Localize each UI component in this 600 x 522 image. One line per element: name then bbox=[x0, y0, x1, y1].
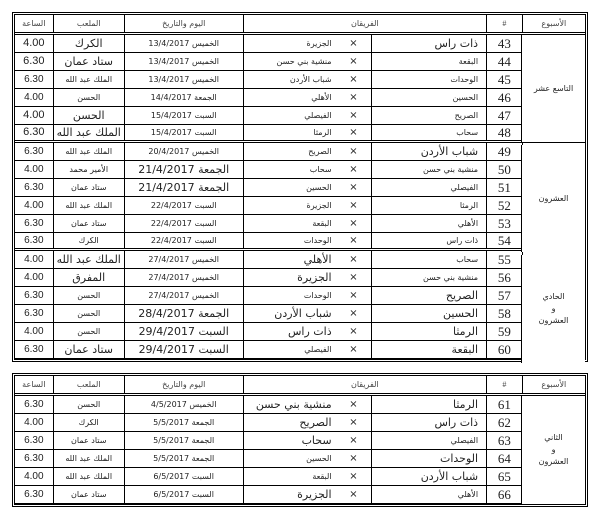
match-venue: ستاد عمان bbox=[53, 53, 124, 70]
away-team: الأهلي bbox=[243, 89, 336, 106]
match-number: 65 bbox=[486, 468, 522, 485]
match-venue: الملك عبد الله bbox=[53, 143, 124, 160]
table-row bbox=[15, 341, 585, 359]
match-time: 6.30 bbox=[24, 145, 44, 157]
versus-mark: × bbox=[349, 289, 358, 301]
match-date: الخميس 13/4/2017 bbox=[124, 71, 243, 88]
fixtures-table-2 bbox=[12, 373, 588, 507]
versus-mark: × bbox=[349, 488, 358, 500]
away-team: شباب الأردن bbox=[243, 71, 336, 88]
header-time: الساعة bbox=[22, 379, 46, 389]
table-row bbox=[15, 414, 585, 432]
week-label-line: و bbox=[551, 304, 556, 313]
away-team: الفيصلي bbox=[243, 341, 336, 358]
match-venue: الكرك bbox=[53, 233, 124, 248]
away-team: الحسين bbox=[243, 179, 336, 196]
match-number: 49 bbox=[486, 143, 522, 160]
away-team: الصريح bbox=[243, 143, 336, 160]
home-team: ذات راس bbox=[371, 35, 486, 52]
versus-mark: × bbox=[349, 109, 358, 121]
away-team: الوحدات bbox=[243, 233, 336, 248]
match-time: 4.00 bbox=[23, 37, 45, 49]
match-number: 51 bbox=[486, 179, 522, 196]
table-row bbox=[15, 161, 585, 179]
match-number: 57 bbox=[486, 287, 522, 304]
home-team: الفيصلي bbox=[371, 179, 486, 196]
versus-mark: × bbox=[349, 91, 358, 103]
match-number: 55 bbox=[486, 251, 522, 268]
week-label-line: و bbox=[551, 445, 556, 454]
match-time: 6.30 bbox=[24, 217, 44, 229]
table-row bbox=[15, 450, 585, 468]
match-time: 4.00 bbox=[24, 253, 44, 265]
table-header bbox=[15, 15, 585, 35]
header-number: # bbox=[486, 376, 522, 393]
versus-mark: × bbox=[349, 253, 358, 265]
match-venue: ستاد عمان bbox=[53, 179, 124, 196]
away-team: الجزيرة bbox=[243, 35, 336, 52]
match-venue: الأمير محمد bbox=[53, 161, 124, 178]
table-row bbox=[15, 179, 585, 197]
home-team: منشية بني حسن bbox=[371, 269, 486, 286]
versus-mark: × bbox=[349, 145, 358, 157]
match-time: 6.30 bbox=[24, 73, 44, 85]
table-row bbox=[15, 305, 585, 323]
versus-mark: × bbox=[349, 271, 358, 283]
match-number: 58 bbox=[486, 305, 522, 322]
match-number: 60 bbox=[486, 341, 522, 358]
away-team: منشية بني حسن bbox=[243, 396, 336, 413]
match-venue: الملك عبد الله bbox=[53, 251, 124, 268]
home-team: الرمثا bbox=[371, 323, 486, 340]
table-body bbox=[15, 35, 585, 359]
match-venue: الحسن bbox=[53, 305, 124, 322]
versus-mark: × bbox=[349, 181, 358, 193]
match-venue: ستاد عمان bbox=[53, 486, 124, 503]
header-teams: الفريقان bbox=[243, 15, 486, 32]
match-time: 6.30 bbox=[24, 307, 44, 319]
away-team: الجزيرة bbox=[243, 486, 336, 503]
table-row bbox=[15, 215, 585, 233]
match-date: السبت 6/5/2017 bbox=[124, 486, 243, 503]
match-date: السبت 22/4/2017 bbox=[124, 233, 243, 248]
week-label bbox=[521, 255, 585, 363]
versus-mark: × bbox=[349, 452, 358, 464]
match-venue: الملك عبد الله bbox=[53, 197, 124, 214]
match-date: الجمعة 21/4/2017 bbox=[124, 179, 243, 196]
versus-mark: × bbox=[349, 398, 358, 410]
versus-mark: × bbox=[349, 234, 358, 246]
week-label-line: العشرون bbox=[538, 316, 569, 325]
home-team: الصريح bbox=[371, 287, 486, 304]
match-time: 6.30 bbox=[24, 452, 44, 464]
match-venue: الكرك bbox=[53, 35, 124, 52]
match-venue: الملك عبد الله bbox=[53, 71, 124, 88]
match-number: 56 bbox=[486, 269, 522, 286]
table-row bbox=[15, 53, 585, 71]
header-venue: الملعب bbox=[53, 376, 124, 393]
match-date: الخميس 13/4/2017 bbox=[124, 35, 243, 52]
table-row bbox=[15, 35, 585, 53]
match-time: 6.30 bbox=[23, 126, 45, 138]
match-number: 43 bbox=[486, 35, 522, 52]
week-label-line: التاسع عشر bbox=[533, 83, 574, 93]
match-venue: الملك عبد الله bbox=[53, 125, 124, 140]
away-team: الرمثا bbox=[243, 125, 336, 140]
home-team: سحاب bbox=[371, 251, 486, 268]
home-team: سحاب bbox=[371, 125, 486, 140]
versus-mark: × bbox=[349, 307, 358, 319]
match-number: 44 bbox=[486, 53, 522, 70]
away-team: شباب الأردن bbox=[243, 305, 336, 322]
match-number: 52 bbox=[486, 197, 522, 214]
away-team: الفيصلي bbox=[243, 107, 336, 124]
versus-mark: × bbox=[349, 73, 358, 85]
match-time: 4.00 bbox=[24, 91, 44, 103]
match-date: السبت 15/4/2017 bbox=[124, 125, 243, 140]
match-number: 61 bbox=[486, 396, 522, 413]
match-venue: ستاد عمان bbox=[53, 341, 124, 358]
match-time: 4.00 bbox=[24, 163, 44, 175]
match-venue: الحسن bbox=[53, 89, 124, 106]
versus-mark: × bbox=[349, 416, 358, 428]
match-date: الجمعة 28/4/2017 bbox=[124, 305, 243, 322]
away-team: البقعة bbox=[243, 468, 336, 485]
match-time: 6.30 bbox=[24, 289, 44, 301]
away-team: سحاب bbox=[243, 161, 336, 178]
home-team: ذات راس bbox=[371, 414, 486, 431]
home-team: شباب الأردن bbox=[371, 143, 486, 160]
versus-mark: × bbox=[349, 126, 358, 138]
match-time: 6.30 bbox=[24, 181, 44, 193]
match-venue: الملك عبد الله bbox=[53, 468, 124, 485]
match-date: الخميس 4/5/2017 bbox=[124, 396, 243, 413]
away-team: الوحدات bbox=[243, 287, 336, 304]
versus-mark: × bbox=[349, 217, 358, 229]
match-date: السبت 6/5/2017 bbox=[124, 468, 243, 485]
match-venue: الحسن bbox=[53, 107, 124, 124]
versus-mark: × bbox=[349, 55, 358, 67]
week-label bbox=[521, 145, 585, 252]
header-number: # bbox=[486, 15, 522, 32]
week-label-line: الثاني bbox=[544, 433, 563, 442]
table-body bbox=[15, 396, 585, 504]
match-number: 45 bbox=[486, 71, 522, 88]
match-date: السبت 22/4/2017 bbox=[124, 215, 243, 232]
match-time: 6.30 bbox=[24, 488, 44, 500]
home-team: البقعة bbox=[371, 341, 486, 358]
home-team: الحسين bbox=[371, 89, 486, 106]
home-team: البقعة bbox=[371, 53, 486, 70]
table-row bbox=[15, 396, 585, 414]
table-row bbox=[15, 197, 585, 215]
match-date: الجمعة 5/5/2017 bbox=[124, 450, 243, 467]
match-time: 4.00 bbox=[24, 325, 44, 337]
match-time: 6.30 bbox=[24, 234, 44, 246]
match-venue: الحسن bbox=[53, 396, 124, 413]
match-date: الجمعة 5/5/2017 bbox=[124, 432, 243, 449]
match-number: 64 bbox=[486, 450, 522, 467]
away-team: منشية بني حسن bbox=[243, 53, 336, 70]
match-venue: ستاد عمان bbox=[53, 215, 124, 232]
match-number: 50 bbox=[486, 161, 522, 178]
match-date: الخميس 13/4/2017 bbox=[124, 53, 243, 70]
match-venue: الملك عبد الله bbox=[53, 450, 124, 467]
match-date: السبت 29/4/2017 bbox=[124, 323, 243, 340]
home-team: الفيصلي bbox=[371, 432, 486, 449]
table-row bbox=[15, 125, 585, 143]
header-teams: الفريقان bbox=[243, 376, 486, 393]
match-date: الخميس 27/4/2017 bbox=[124, 251, 243, 268]
week-label-line: الحادي bbox=[542, 292, 565, 301]
away-team: الصريح bbox=[243, 414, 336, 431]
match-number: 48 bbox=[486, 125, 522, 140]
table-row bbox=[15, 432, 585, 450]
away-team: سحاب bbox=[243, 432, 336, 449]
match-time: 4.00 bbox=[23, 109, 45, 121]
header-date: اليوم والتاريخ bbox=[124, 15, 243, 32]
table-row bbox=[15, 89, 585, 107]
away-team: الجزيرة bbox=[243, 197, 336, 214]
table-header bbox=[15, 376, 585, 396]
match-time: 4.00 bbox=[24, 271, 44, 283]
match-date: الجمعة 21/4/2017 bbox=[124, 161, 243, 178]
home-team: الأهلي bbox=[371, 215, 486, 232]
match-number: 46 bbox=[486, 89, 522, 106]
table-row bbox=[15, 486, 585, 504]
home-team: الصريح bbox=[371, 107, 486, 124]
match-venue: المفرق bbox=[53, 269, 124, 286]
match-time: 4.00 bbox=[24, 199, 44, 211]
home-team: شباب الأردن bbox=[371, 468, 486, 485]
match-number: 47 bbox=[486, 107, 522, 124]
match-date: الخميس 27/4/2017 bbox=[124, 287, 243, 304]
home-team: الحسين bbox=[371, 305, 486, 322]
header-date: اليوم والتاريخ bbox=[124, 376, 243, 393]
match-number: 59 bbox=[486, 323, 522, 340]
versus-mark: × bbox=[349, 325, 358, 337]
table-row bbox=[15, 468, 585, 486]
header-venue: الملعب bbox=[53, 15, 124, 32]
match-time: 4.00 bbox=[24, 416, 44, 428]
week-label bbox=[521, 396, 585, 504]
week-label-line: العشرون bbox=[538, 193, 569, 203]
match-number: 62 bbox=[486, 414, 522, 431]
home-team: منشية بني حسن bbox=[371, 161, 486, 178]
table-row bbox=[15, 71, 585, 89]
table-row bbox=[15, 233, 585, 251]
home-team: الوحدات bbox=[371, 71, 486, 88]
match-venue: الكرك bbox=[53, 414, 124, 431]
home-team: الوحدات bbox=[371, 450, 486, 467]
away-team: البقعة bbox=[243, 215, 336, 232]
home-team: الرمثا bbox=[371, 396, 486, 413]
versus-mark: × bbox=[349, 470, 358, 482]
header-week: الأسبوع bbox=[522, 15, 585, 32]
match-number: 53 bbox=[486, 215, 522, 232]
match-date: الخميس 20/4/2017 bbox=[124, 143, 243, 160]
match-venue: الحسن bbox=[53, 323, 124, 340]
match-number: 66 bbox=[486, 486, 522, 503]
match-time: 6.30 bbox=[24, 343, 44, 355]
table-row bbox=[15, 323, 585, 341]
header-week: الأسبوع bbox=[522, 376, 585, 393]
match-venue: ستاد عمان bbox=[53, 432, 124, 449]
away-team: الحسين bbox=[243, 450, 336, 467]
versus-mark: × bbox=[349, 163, 358, 175]
match-number: 54 bbox=[486, 233, 522, 248]
table-row bbox=[15, 287, 585, 305]
table-row bbox=[15, 269, 585, 287]
week-label bbox=[521, 35, 585, 142]
versus-mark: × bbox=[349, 37, 358, 49]
match-time: 4.00 bbox=[24, 470, 44, 482]
home-team: ذات راس bbox=[371, 233, 486, 248]
versus-mark: × bbox=[349, 199, 358, 211]
versus-mark: × bbox=[349, 343, 358, 355]
away-team: الأهلي bbox=[243, 251, 336, 268]
table-row bbox=[15, 251, 585, 269]
away-team: ذات راس bbox=[243, 323, 336, 340]
match-date: السبت 22/4/2017 bbox=[124, 197, 243, 214]
match-time: 6.30 bbox=[24, 398, 44, 410]
match-date: الخميس 27/4/2017 bbox=[124, 269, 243, 286]
fixtures-table-1 bbox=[12, 12, 588, 362]
match-time: 6.30 bbox=[23, 55, 45, 67]
header-time: الساعة bbox=[22, 18, 46, 28]
away-team: الجزيرة bbox=[243, 269, 336, 286]
match-date: السبت 29/4/2017 bbox=[124, 341, 243, 358]
home-team: الرمثا bbox=[371, 197, 486, 214]
home-team: الأهلي bbox=[371, 486, 486, 503]
table-row bbox=[15, 107, 585, 125]
match-date: الجمعة 14/4/2017 bbox=[124, 89, 243, 106]
match-date: السبت 15/4/2017 bbox=[124, 107, 243, 124]
week-label-line: العشرون bbox=[538, 457, 569, 466]
match-number: 63 bbox=[486, 432, 522, 449]
table-row bbox=[15, 143, 585, 161]
match-time: 6.30 bbox=[24, 434, 44, 446]
match-venue: الحسن bbox=[53, 287, 124, 304]
match-date: الجمعة 5/5/2017 bbox=[124, 414, 243, 431]
versus-mark: × bbox=[349, 434, 358, 446]
